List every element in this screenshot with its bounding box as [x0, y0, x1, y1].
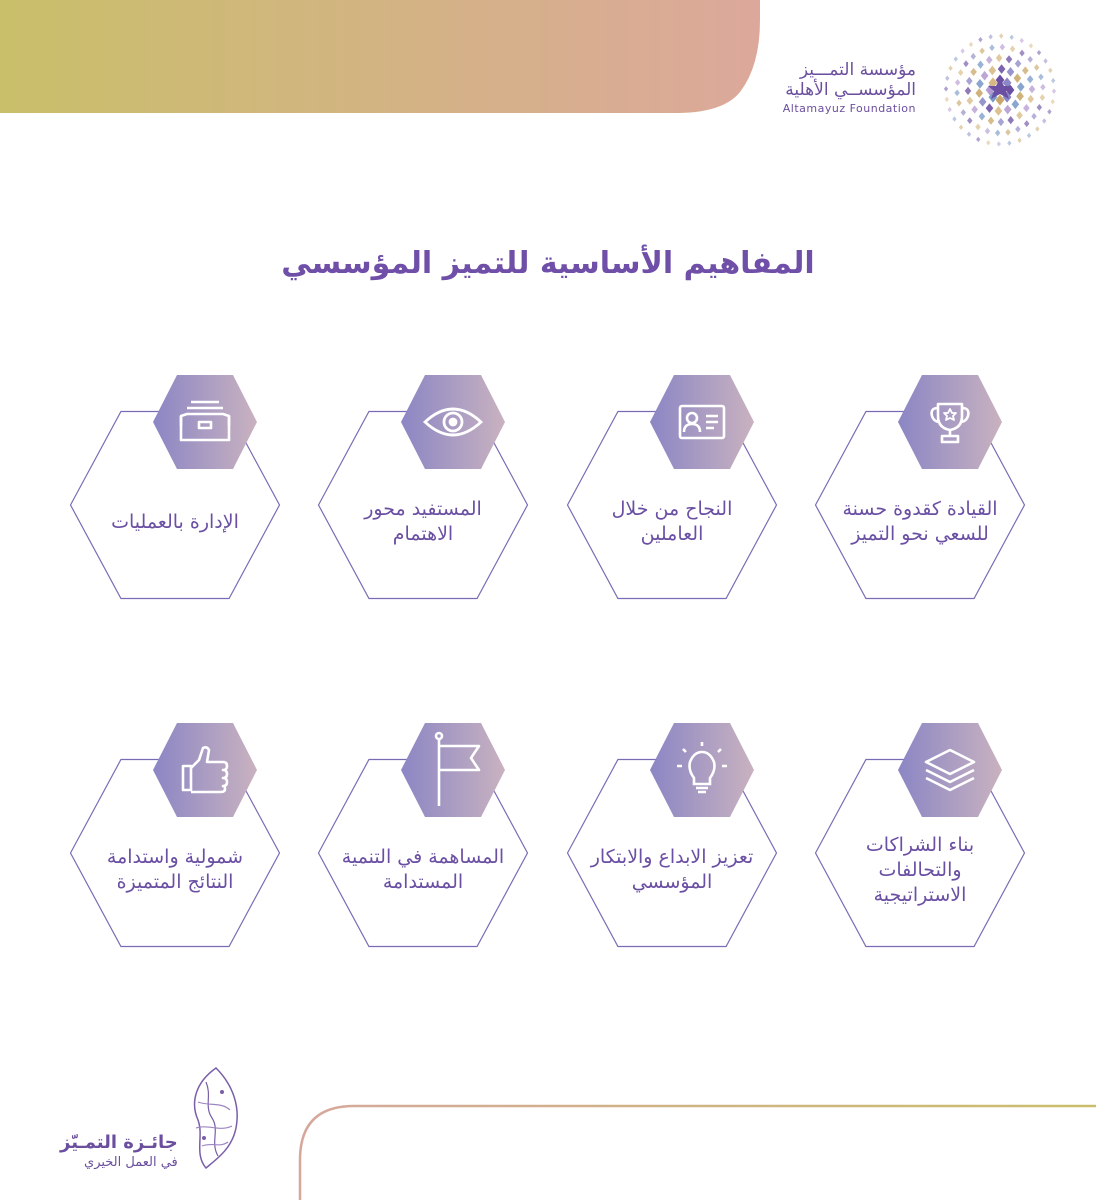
logo-tile [1007, 67, 1015, 77]
org-name-english: Altamayuz Foundation [782, 102, 916, 115]
org-name-line1: مؤسسة التمـــيز [799, 60, 916, 80]
concept-icon-badge [898, 723, 1002, 817]
logo-tile [981, 71, 989, 81]
logo-tile [1020, 38, 1024, 43]
logo-tile [1017, 138, 1021, 143]
logo-tile [1051, 99, 1055, 104]
logo-tile [986, 140, 990, 145]
logo-tile [954, 56, 958, 61]
logo-tile [945, 97, 949, 102]
concept-icon-badge [650, 723, 754, 817]
logo-tile [956, 100, 961, 107]
logo-tile [1035, 126, 1039, 131]
logo-tile [961, 48, 965, 53]
logo-tile [995, 130, 1000, 137]
logo-tile [998, 64, 1006, 74]
logo-tile [1029, 43, 1033, 48]
logo-tile [948, 66, 952, 71]
logo-tile [1006, 55, 1013, 63]
logo-tile [988, 34, 992, 39]
lightbulb-icon [650, 723, 754, 817]
concept-label: شمولية واستدامة النتائج المتميزة [106, 846, 244, 893]
eye-icon [401, 375, 505, 469]
logo-tile [967, 132, 971, 137]
logo-tile [1014, 73, 1022, 83]
logo-tile [1052, 88, 1056, 93]
calligraphy-emblem-icon [176, 1062, 248, 1174]
logo-tile [944, 86, 948, 91]
logo-tile [971, 53, 976, 60]
logo-tile [1005, 129, 1010, 136]
logo-tile [979, 97, 987, 107]
concept-icon-badge [401, 723, 505, 817]
logo-tile [1019, 50, 1024, 57]
logo-tile [986, 103, 994, 113]
concept-icon-badge [153, 375, 257, 469]
logo-tile [1000, 44, 1005, 51]
logo-tile [1040, 94, 1045, 101]
logo-tile [966, 77, 973, 85]
logo-tile [1034, 64, 1039, 71]
logo-tile [975, 88, 983, 98]
logo-tile [1047, 109, 1051, 114]
page-title: المفاهيم الأساسية للتميز المؤسسي [281, 246, 815, 281]
org-name-line2: المؤسســي الأهلية [785, 80, 916, 100]
star-mosaic-logo-icon [935, 28, 1065, 152]
logo-tile [996, 54, 1003, 62]
concept-label: تعزيز الابداع والابتكار المؤسسي [590, 846, 754, 893]
concept-label: بناء الشراكات والتحالفات الاستراتيجية [865, 833, 975, 906]
logo-tile [1040, 84, 1045, 91]
concept-label: المستفيد محور الاهتمام [364, 498, 482, 545]
logo-tile [995, 106, 1003, 116]
logo-tile [959, 125, 963, 130]
logo-tile [1016, 91, 1024, 101]
logo-tile [954, 89, 959, 96]
logo-tile [1010, 45, 1015, 52]
concept-icon-badge [153, 723, 257, 817]
logo-tile [1027, 56, 1032, 63]
inbox-tray-icon [153, 375, 257, 469]
flag-icon [401, 723, 505, 817]
logo-tile [1029, 85, 1036, 93]
logo-tile [1007, 140, 1011, 145]
concept-label: المساهمة في التنمية المستدامة [341, 846, 505, 893]
logo-tile [967, 97, 974, 105]
layers-icon [898, 723, 1002, 817]
concept-label: النجاح من خلال العاملين [611, 498, 733, 545]
logo-tile [985, 128, 990, 135]
logo-tile [952, 116, 956, 121]
logo-tile [958, 69, 963, 76]
logo-tile [1024, 120, 1029, 127]
logo-tile [1048, 68, 1052, 73]
logo-tile [1037, 104, 1042, 111]
logo-tile [989, 44, 994, 51]
logo-tile [969, 42, 973, 47]
logo-tile [1022, 66, 1029, 74]
logo-tile [1042, 118, 1046, 123]
logo-tile [1010, 35, 1014, 40]
top-banner [0, 0, 1096, 120]
logo-tile [976, 79, 984, 89]
logo-tile [965, 87, 972, 95]
logo-tile [1043, 58, 1047, 63]
logo-tile [975, 124, 980, 131]
logo-tile [963, 60, 968, 67]
logo-tile [1027, 75, 1034, 83]
logo-tile [979, 47, 984, 54]
logo-tile [970, 68, 977, 76]
logo-tile [1037, 50, 1041, 55]
logo-tile [1017, 82, 1025, 92]
logo-tile [977, 61, 984, 69]
concept-icon-badge [401, 375, 505, 469]
logo-tile [1012, 99, 1020, 109]
logo-tile [1015, 59, 1022, 67]
logo-tile [976, 137, 980, 142]
logo-tile [1038, 74, 1043, 81]
logo-tile [945, 76, 949, 81]
logo-tile [967, 117, 972, 124]
logo-tile [961, 109, 966, 116]
logo-tile [1015, 126, 1020, 133]
concept-icon-badge [650, 375, 754, 469]
logo-tile [1027, 133, 1031, 138]
logo-tile [1007, 116, 1014, 124]
concept-label: القيادة كقدوة حسنة للسعي نحو التميز [842, 498, 998, 545]
footer-brand-line1: جائـزة التمـيّز [60, 1132, 178, 1153]
logo-tile [1004, 105, 1012, 115]
org-name [783, 60, 916, 118]
logo-tile [999, 33, 1003, 38]
logo-tile [1051, 78, 1055, 83]
concept-icon-badge [898, 375, 1002, 469]
logo-tile [996, 95, 1005, 106]
concept-label: الإدارة بالعمليات [111, 510, 239, 533]
logo-tile [989, 66, 997, 76]
trophy-icon [898, 375, 1002, 469]
logo-tile [955, 79, 960, 86]
logo-tile [1031, 113, 1036, 120]
logo-tile [978, 37, 982, 42]
logo-tile [979, 112, 986, 120]
logo-tile [1027, 95, 1034, 103]
logo-tile [1016, 111, 1023, 119]
logo-tile [986, 56, 993, 64]
footer-brand-line2: في العمل الخيري [84, 1155, 178, 1170]
logo-tile [971, 105, 978, 113]
id-card-icon [650, 375, 754, 469]
thumbs-up-icon [153, 723, 257, 817]
logo-tile [997, 141, 1001, 146]
logo-tile [998, 118, 1005, 126]
logo-tile [1023, 104, 1030, 112]
logo-tile [948, 107, 952, 112]
logo-tile [988, 117, 995, 125]
